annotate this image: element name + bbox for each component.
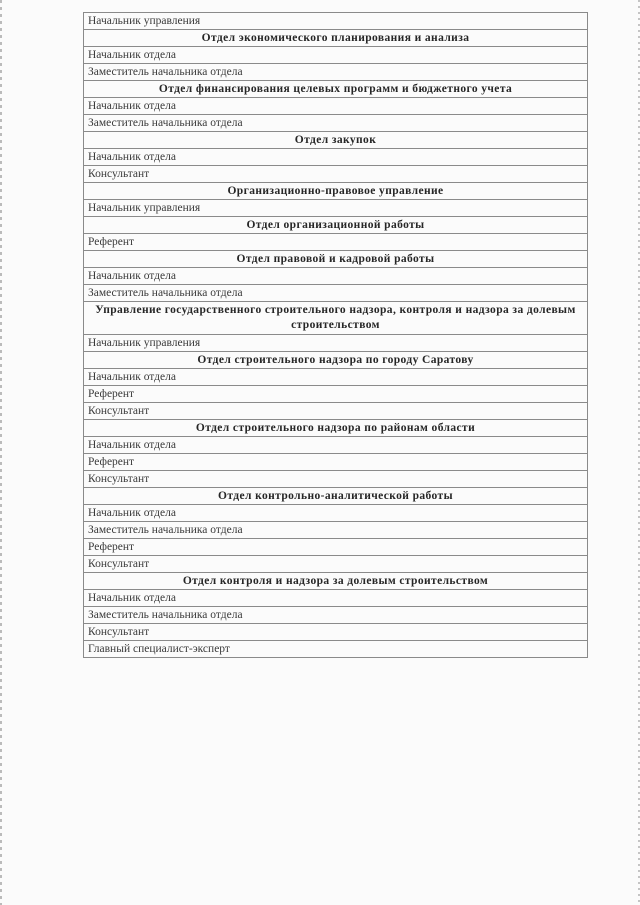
position-row — [84, 234, 588, 251]
position-title: Заместитель начальника отдела — [84, 285, 588, 302]
department-heading: Отдел строительного надзора по районам области — [84, 420, 588, 437]
position-title: Начальник отдела — [84, 369, 588, 386]
department-heading-row — [84, 183, 588, 200]
department-heading-row — [84, 217, 588, 234]
position-title: Консультант — [84, 403, 588, 420]
position-title: Начальник отдела — [84, 98, 588, 115]
position-title: Начальник управления — [84, 335, 588, 352]
position-row — [84, 64, 588, 81]
position-row — [84, 149, 588, 166]
position-title: Референт — [84, 234, 588, 251]
position-title: Заместитель начальника отдела — [84, 607, 588, 624]
position-title: Заместитель начальника отдела — [84, 522, 588, 539]
position-row — [84, 47, 588, 64]
position-row — [84, 335, 588, 352]
department-heading: Отдел экономического планирования и анализа — [84, 30, 588, 47]
position-row — [84, 98, 588, 115]
position-title: Консультант — [84, 166, 588, 183]
department-heading: Отдел строительного надзора по городу Саратову — [84, 352, 588, 369]
department-heading: Отдел финансирования целевых программ и бюджетного учета — [84, 81, 588, 98]
position-title: Начальник отдела — [84, 47, 588, 64]
position-row — [84, 13, 588, 30]
department-heading: Отдел правовой и кадровой работы — [84, 251, 588, 268]
department-heading-row — [84, 81, 588, 98]
department-heading: Отдел организационной работы — [84, 217, 588, 234]
position-row — [84, 556, 588, 573]
department-heading-row — [84, 132, 588, 149]
position-title: Начальник управления — [84, 200, 588, 217]
position-row — [84, 522, 588, 539]
position-row — [84, 268, 588, 285]
position-row — [84, 369, 588, 386]
position-row — [84, 386, 588, 403]
position-row — [84, 607, 588, 624]
position-row — [84, 115, 588, 132]
department-heading: Отдел контроля и надзора за долевым строительством — [84, 573, 588, 590]
position-row — [84, 471, 588, 488]
position-title: Референт — [84, 454, 588, 471]
position-row — [84, 539, 588, 556]
department-heading-row — [84, 302, 588, 335]
department-heading: Организационно-правовое управление — [84, 183, 588, 200]
department-heading-row — [84, 30, 588, 47]
position-title: Консультант — [84, 624, 588, 641]
position-title: Начальник отдела — [84, 590, 588, 607]
position-title: Консультант — [84, 471, 588, 488]
department-heading-row — [84, 251, 588, 268]
position-title: Референт — [84, 386, 588, 403]
position-row — [84, 505, 588, 522]
position-title: Начальник отдела — [84, 149, 588, 166]
position-title: Референт — [84, 539, 588, 556]
position-title: Заместитель начальника отдела — [84, 64, 588, 81]
position-title: Заместитель начальника отдела — [84, 115, 588, 132]
department-heading-row — [84, 420, 588, 437]
position-row — [84, 437, 588, 454]
department-heading-row — [84, 573, 588, 590]
position-row — [84, 200, 588, 217]
position-row — [84, 590, 588, 607]
positions-table-container — [83, 12, 588, 658]
position-row — [84, 285, 588, 302]
position-row — [84, 403, 588, 420]
position-row — [84, 641, 588, 658]
position-title: Начальник отдела — [84, 437, 588, 454]
department-heading: Отдел контрольно-аналитической работы — [84, 488, 588, 505]
department-heading: Отдел закупок — [84, 132, 588, 149]
position-title: Главный специалист-эксперт — [84, 641, 588, 658]
position-title: Начальник отдела — [84, 268, 588, 285]
positions-table-body — [84, 13, 588, 658]
positions-table — [83, 12, 588, 658]
position-row — [84, 624, 588, 641]
position-title: Начальник управления — [84, 13, 588, 30]
scan-edge-left — [0, 0, 2, 905]
department-heading: Управление государственного строительного надзора, контроля и надзора за долевым строительством — [84, 302, 588, 335]
position-row — [84, 454, 588, 471]
position-row — [84, 166, 588, 183]
department-heading-row — [84, 352, 588, 369]
position-title: Консультант — [84, 556, 588, 573]
department-heading-row — [84, 488, 588, 505]
position-title: Начальник отдела — [84, 505, 588, 522]
